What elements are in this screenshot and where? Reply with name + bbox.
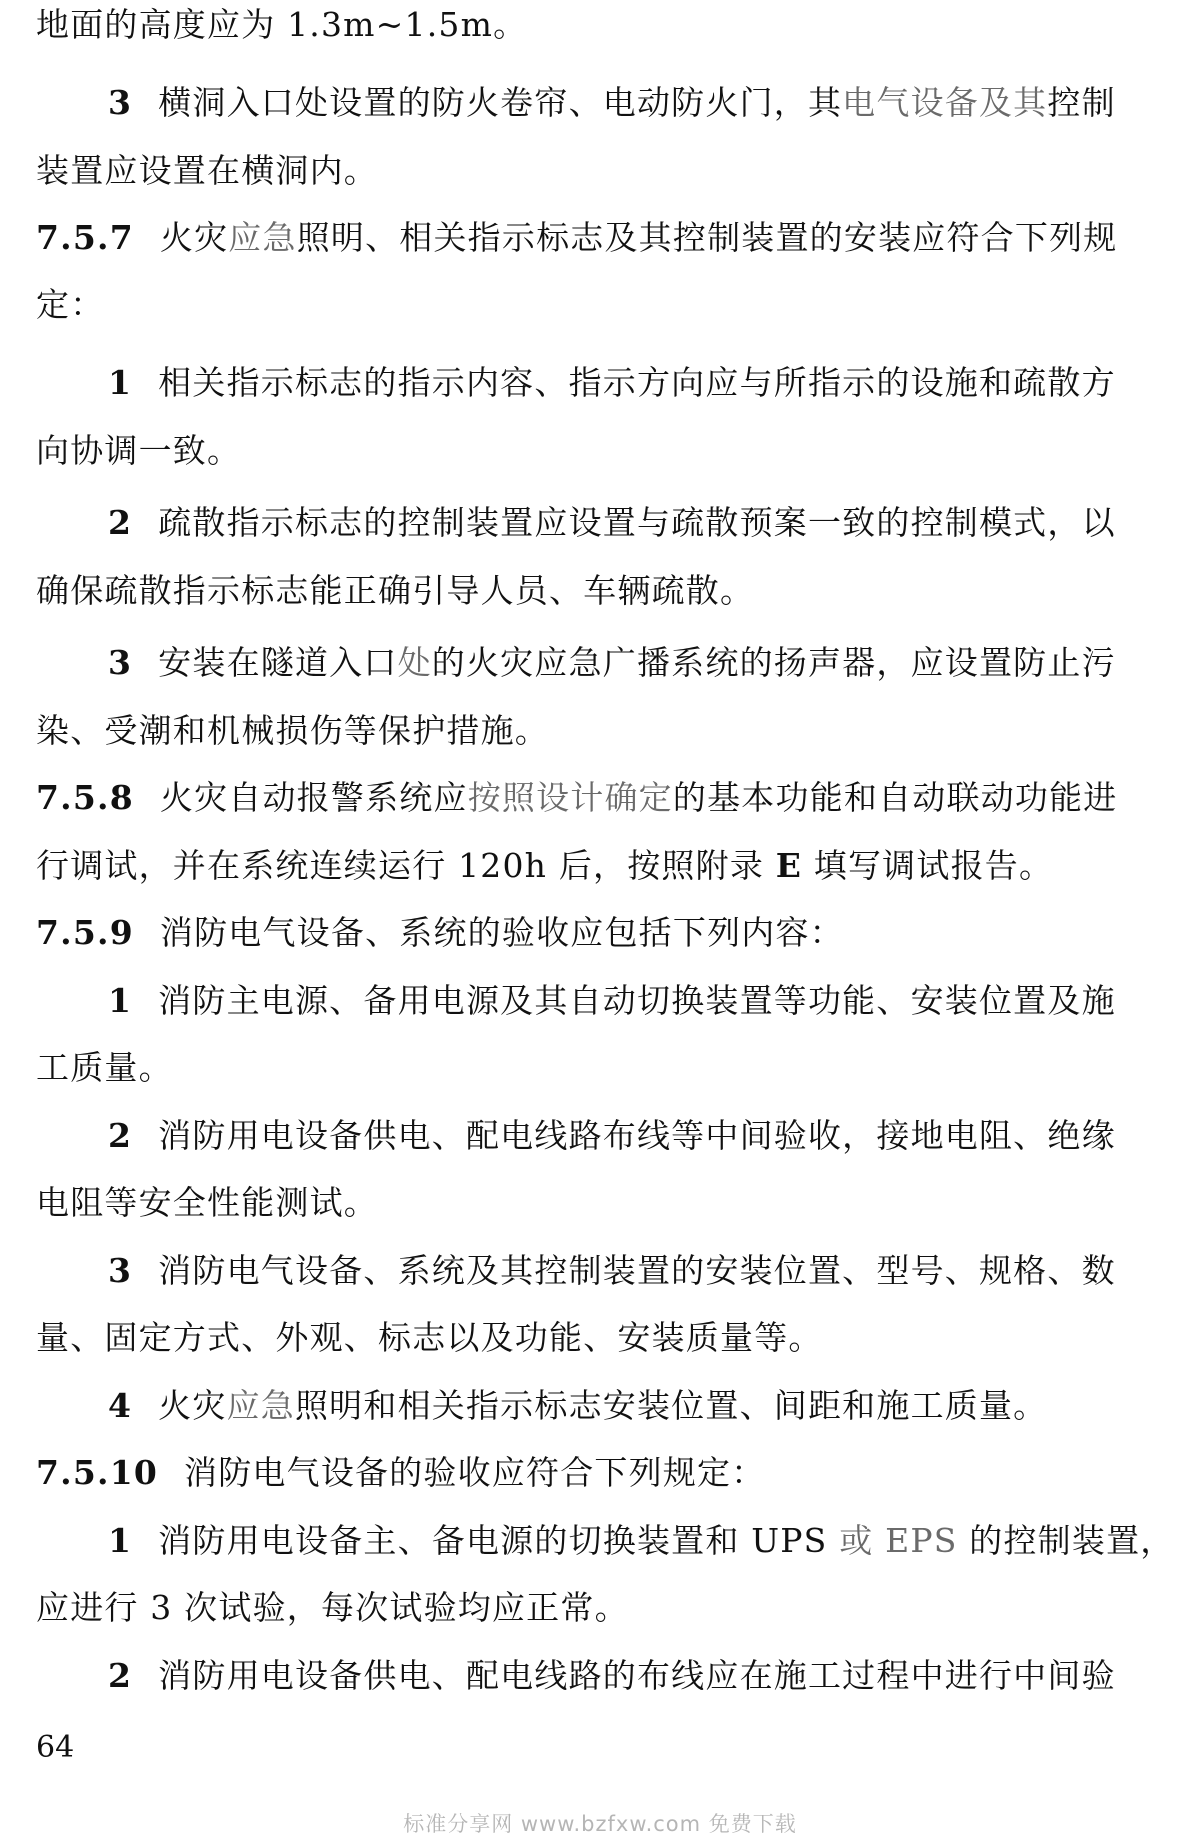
text-line: 行调试，并在系统连续运行 120h 后，按照附录 E 填写调试报告。 (36, 846, 1054, 885)
text-line: 4 火灾应急照明和相关指示标志安装位置、间距和施工质量。 (108, 1386, 1048, 1425)
text-line: 3 消防电气设备、系统及其控制装置的安装位置、型号、规格、数 (108, 1251, 1116, 1290)
text-line: 3 安装在隧道入口处的火灾应急广播系统的扬声器，应设置防止污 (108, 643, 1116, 682)
section-heading: 7.5.10 消防电气设备的验收应符合下列规定： (36, 1453, 766, 1492)
text-line: 电阻等安全性能测试。 (36, 1183, 378, 1222)
text-line: 1 相关指示标志的指示内容、指示方向应与所指示的设施和疏散方 (108, 363, 1116, 402)
text-line: 工质量。 (36, 1048, 173, 1087)
text-line: 2 消防用电设备供电、配电线路的布线应在施工过程中进行中间验 (108, 1656, 1116, 1695)
text-line: 确保疏散指示标志能正确引导人员、车辆疏散。 (36, 571, 755, 610)
section-heading: 7.5.7 火灾应急照明、相关指示标志及其控制装置的安装应符合下列规 (36, 218, 1118, 257)
text-line: 2 消防用电设备供电、配电线路布线等中间验收，接地电阻、绝缘 (108, 1116, 1116, 1155)
text-line: 1 消防用电设备主、备电源的切换装置和 UPS 或 EPS 的控制装置， (108, 1521, 1175, 1560)
section-heading: 7.5.9 消防电气设备、系统的验收应包括下列内容： (36, 913, 844, 952)
section-heading: 7.5.8 火灾自动报警系统应按照设计确定的基本功能和自动联动功能进 (36, 778, 1118, 817)
text-line: 染、受潮和机械损伤等保护措施。 (36, 711, 549, 750)
text-line: 量、固定方式、外观、标志以及功能、安装质量等。 (36, 1318, 823, 1357)
text-line: 向协调一致。 (36, 431, 242, 470)
text-line: 3 横洞入口处设置的防火卷帘、电动防火门，其电气设备及其控制 (108, 83, 1116, 122)
text-line: 应进行 3 次试验，每次试验均应正常。 (36, 1588, 629, 1627)
text-line: 2 疏散指示标志的控制装置应设置与疏散预案一致的控制模式，以 (108, 503, 1116, 542)
text-line: 1 消防主电源、备用电源及其自动切换装置等功能、安装位置及施 (108, 981, 1116, 1020)
watermark-footer: 标准分享网 www.bzfxw.com 免费下载 (403, 1812, 797, 1836)
page-number: 64 (36, 1730, 75, 1765)
text-line: 定： (36, 285, 105, 324)
text-line: 地面的高度应为 1.3m~1.5m。 (36, 5, 528, 44)
text-line: 装置应设置在横洞内。 (36, 151, 378, 190)
